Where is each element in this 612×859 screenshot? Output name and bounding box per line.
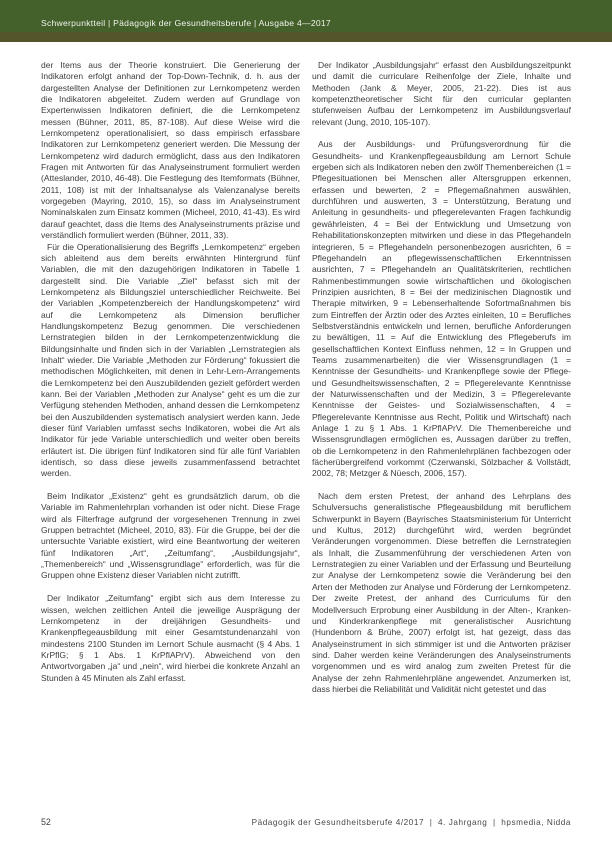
paragraph: Nach dem ersten Pretest, der anhand des Lehrplans des Schulversuchs generalistische Pflegeausbildung mit beruflichem Schwerpunkt in Bayern (Bayrisches Staatsministerium für Unterricht und Kultus, 2012) durchgeführt wird, werden begründet Veränderungen vorgenommen. Diese betreffen die Lernstrategien als Inhalt, die Zusammenführung der verschiedenen Arten von Lernstrategien zu einer Variablen und der Erfassung und Beurteilung zur Analyse der Lernkompetenz sowie die Veränderung bei den Arten der Methoden zur Analyse und Förderung der Lernkompetenz. Der zweite Pretest, der anhand des Curriculums für den Modellversuch Erprobung einer Ausbildung in der Alten-, Kranken- und Kinderkrankenpflege mit generalistischer Ausrichtung (Hundenborn & Brühe, 2007) erfolgt ist, hat gezeigt, dass das Analyseinstrument in sich stimmiger ist und die Antworten präziser sind. Daher werden keine Veränderungen des Analyseinstruments vorgenommen und es wird analog zum zweiten Pretest für die Analyse der zehn Rahmenlehrpläne angewendet. Anzumerken ist, dass hierbei die Reliabilität und Validität nicht getestet und das: [312, 491, 571, 694]
paragraph: Der Indikator „Zeitumfang“ ergibt sich aus dem Interesse zu wissen, welchen zeitlichen Anteil die jeweilige Ausprägung der Lernkompetenz in der dreijährigen Gesundheits- und Krankenpflegeausbildung mit einer Gesamtstundenanzahl von mindestens 2100 Stunden im Lernort Schule ausmacht (§ 4 Abs. 1 KrPflG; § 1 Abs. 1 KrPflAPrV). Abweichend von den Antwortvorgaben „ja“ und „nein“, wird hierbei die konkrete Anzahl an Stunden à 45 Minuten als Zahl erfasst.: [41, 593, 300, 683]
footer-journal-line: Pädagogik der Gesundheitsberufe 4/2017 | 4. Jahrgang | hpsmedia, Nidda: [251, 818, 571, 827]
left-column: [41, 60, 300, 695]
right-column: [312, 60, 571, 695]
paragraph: Für die Operationalisierung des Begriffs „Lernkompetenz“ ergeben sich ableitend aus dem bereits erwähnten Hintergrund fünf Variablen, die mit den dazugehörigen Indikatoren in Tabelle 1 dargestellt sind. Die Variable „Ziel“ befasst sich mit der Lernkompetenz als Bildungsziel unterschiedlicher Reichweite. Bei der Variablen „Kompetenzbereich der Handlungskompetenz“ wird auf die Lernkompetenz als Dimension beruflicher Handlungskompetenz Bezug genommen. Die verschiedenen Lernstrategien bilden in der Lernkompetenzentwicklung die Bildungsinhalte und finden sich in der Variablen „Lernstrategien als Inhalt“ wieder. Die Variable „Methoden zur Förderung“ fokussiert die methodischen Möglichkeiten, mit denen in Lehr-Lern-Arrangements die Lernkompetenz bei den Auszubildenden gezielt gefördert werden kann. Bei der Variablen „Methoden zur Analyse“ geht es um die zur Verfügung stehenden Methoden, anhand dessen die Lernkompetenz bei den Auszubildenden systematisch analysiert werden kann. Jede dieser fünf Variablen umfasst sechs Indikatoren, wobei die Art als Indikator für jede Variable unterschiedlich und weiter oben bereits erläutert ist. Die übrigen fünf Indikatoren sind für alle fünf Variablen identisch, so dass diese jeweils zusammenfassend betrachtet werden.: [41, 241, 300, 479]
page-body: [41, 60, 571, 695]
header-accent-strip: [0, 32, 612, 42]
page-footer: [41, 817, 571, 827]
paragraph: Aus der Ausbildungs- und Prüfungsverordnung für die Gesundheits- und Krankenpflegeausbildung am Lernort Schule ergeben sich als Indikatoren neben den zwölf Themenbereichen (1 = Pflegesituationen bei Menschen aller Altersgruppen erkennen, erfassen und bewerten, 2 = Pflegemaßnahmen auswählen, durchführen und auswerten, 3 = Unterstützung, Beratung und Anleitung in gesundheits- und pflegerelevanten Fragen fachkundig gewährleisten, 4 = Bei der Entwicklung und Umsetzung von Rehabilitationskonzepten mitwirken und diese in das Pflegehandeln integrieren, 5 = Pflegehandeln personenbezogen ausrichten, 6 = Pflegehandeln an pflegewissenschaftlichen Erkenntnissen ausrichten, 7 = Pflegehandeln an Qualitätskriterien, rechtlichen Rahmenbestimmungen sowie wirtschaftlichen und ökologischen Prinzipien ausrichten, 8 = Bei der medizinischen Diagnostik und Therapie mitwirken, 9 = Lebenserhaltende Sofortmaßnahmen bis zum Eintreffen der Ärztin oder des Arztes einleiten, 10 = Berufliches Selbstverständnis entwickeln und lernen, berufliche Anforderungen zu bewältigen, 11 = Auf die Entwicklung des Pflegeberufs im gesellschaftlichen Kontext Einfluss nehmen, 12 = In Gruppen und Teams zusammenarbeiten) die vier Wissensgrundlagen (1 = Kenntnisse der Gesundheits- und Krankenpflege sowie der Pflege- und Gesundheitswissenschaften, 2 = Pflegerelevante Kenntnisse der Naturwissenschaften und der Medizin, 3 = Pflegerelevante Kenntnisse der Geistes- und Sozialwissenschaften, 4 = Pflegerelevante Kenntnisse aus Recht, Politik und Wirtschaft) nach Anlage 1 zu § 1 Abs. 1 KrPflAPrV. Die Themenbereiche und Wissensgrundlagen ermöglichen es, Aussagen darüber zu treffen, ob die Lernkompetenz in den Rahmenlehrplänen fachbezogen oder fächerübergreifend vorkommt (Czerwanski, Sölzbacher & Vollstädt, 2002, 78; Metzger & Nüesch, 2006, 157).: [312, 139, 571, 479]
paragraph: der Items aus der Theorie konstruiert. Die Generierung der Indikatoren erfolgt anhand der Top-Down-Technik, d. h. aus der dargestellten Analyse der Definitionen zur Lernkompetenz werden die Indikatoren abgeleitet. Zudem werden auf Grundlage von Expertenwissen Indikatoren definiert, die die Lernkompetenz messen (Bühner, 2011, 85, 87-108). Auf diese Weise wird die Lernkompetenz operationalisiert, so dass empirisch erfassbare Indikatoren zur Lernkompetenz generiert werden. Die Messung der Lernkompetenz wird dadurch ermöglicht, dass aus den Indikatoren Fragen mit Antworten für das Analyseinstrument formuliert werden (Atteslander, 2010, 46-48). Die Festlegung des Itemformats (Bühner, 2011, 108) ist mit der Inhaltsanalyse als Valenzanalyse bereits vorgegeben (Mayring, 2010, 15), so dass im Analyseinstrument Nominalskalen zum Einsatz kommen (Micheel, 2010, 41-43). Es wird darauf geachtet, dass die Items des Analyseinstruments präzise und verständlich formuliert werden (Bühner, 2011, 33).: [41, 60, 300, 241]
header-bar: [0, 0, 612, 32]
paragraph: Beim Indikator „Existenz“ geht es grundsätzlich darum, ob die Variable im Rahmenlehrplan vorhanden ist oder nicht. Diese Frage wird als Filterfrage aufgrund der vorgesehenen Trennung in zwei Gruppen betrachtet (Micheel, 2010, 83). Für die Gruppe, bei der die untersuchte Variable existiert, wird eine Beantwortung der weiteren fünf Indikatoren „Art“, „Zeitumfang“, „Ausbildungsjahr“, „Themenbereich“ und „Wissensgrundlage“ erforderlich, was für die Gruppen ohne Existenz dieser Variablen nicht zutrifft.: [41, 491, 300, 581]
page-number: 52: [41, 817, 51, 827]
paragraph: Der Indikator „Ausbildungsjahr“ erfasst den Ausbildungszeitpunkt und damit die curriculare Reihenfolge der Ziele, Inhalte und Methoden (Jank & Meyer, 2005, 21-22). Dies ist aus kompetenztheoretischer Sicht für den curricular geplanten stufenweisen Aufbau der Lernkompetenz im Ausbildungsverlauf relevant (Jung, 2010, 105-107).: [312, 60, 571, 127]
header-running-title: Schwerpunktteil | Pädagogik der Gesundheitsberufe | Ausgabe 4—2017: [41, 18, 331, 28]
